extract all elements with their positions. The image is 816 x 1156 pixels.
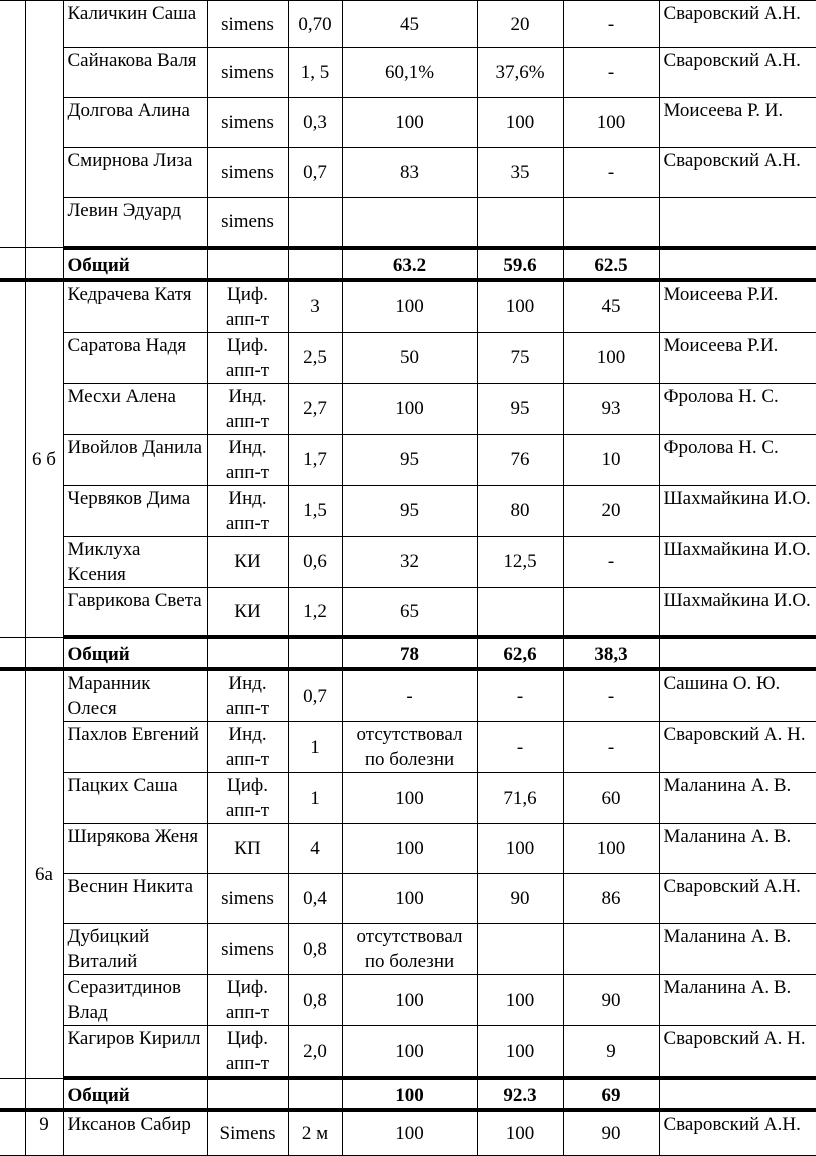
result-3-cell: - (563, 48, 659, 98)
student-name: Маранник Олеся (63, 669, 207, 722)
student-name: Ивойлов Данила (63, 434, 207, 485)
summary-result-3: 38,3 (563, 637, 659, 669)
summary-result-1: 78 (342, 637, 477, 669)
table-row (0, 1026, 816, 1079)
table-row (0, 587, 816, 637)
result-1-cell: отсутствовал по болезни (342, 722, 477, 773)
result-2-cell: 100 (477, 98, 563, 148)
hearing-loss-cell: 1, 5 (288, 48, 342, 98)
summary-class-cell (25, 1078, 63, 1110)
result-2-cell: 35 (477, 148, 563, 198)
result-3-cell (563, 924, 659, 975)
teacher-name (659, 198, 816, 248)
table-row (0, 1110, 816, 1155)
result-3-cell: 90 (563, 975, 659, 1026)
summary-empty-cell (659, 637, 816, 669)
student-name: Каличкин Саша (63, 1, 207, 48)
result-3-cell: 9 (563, 1026, 659, 1079)
table-row (0, 383, 816, 434)
summary-class-cell (25, 248, 63, 280)
table-row (0, 280, 816, 333)
table-row (0, 48, 816, 98)
result-1-cell: 100 (342, 824, 477, 874)
result-1-cell: 95 (342, 485, 477, 536)
result-1-cell: отсутствовал по болезни (342, 924, 477, 975)
equipment-cell: simens (207, 924, 288, 975)
teacher-name: Маланина А. В. (659, 975, 816, 1026)
class-cell: 6 б (25, 280, 63, 638)
teacher-name: Сваровский А.Н. (659, 874, 816, 924)
equipment-cell: КИ (207, 536, 288, 587)
equipment-cell: КИ (207, 587, 288, 637)
result-1-cell: 100 (342, 383, 477, 434)
teacher-name: Маланина А. В. (659, 924, 816, 975)
result-3-cell: 20 (563, 485, 659, 536)
hearing-loss-cell: 2,5 (288, 332, 342, 383)
equipment-cell: simens (207, 98, 288, 148)
result-1-cell: 83 (342, 148, 477, 198)
result-2-cell: 12,5 (477, 536, 563, 587)
teacher-name: Сваровский А.Н. (659, 48, 816, 98)
hearing-loss-cell: 0,70 (288, 1, 342, 48)
teacher-name: Маланина А. В. (659, 773, 816, 824)
summary-row (0, 637, 816, 669)
student-name: Ширякова Женя (63, 824, 207, 874)
summary-marker-cell (0, 248, 25, 280)
table-row (0, 485, 816, 536)
summary-empty-cell (288, 637, 342, 669)
student-name: Саратова Надя (63, 332, 207, 383)
student-name: Пахлов Евгений (63, 722, 207, 773)
summary-result-1: 63.2 (342, 248, 477, 280)
teacher-name: Моисеева Р.И. (659, 332, 816, 383)
summary-empty-cell (659, 248, 816, 280)
summary-label: Общий (63, 1078, 207, 1110)
hearing-loss-cell (288, 198, 342, 248)
table-row (0, 669, 816, 722)
result-1-cell: 100 (342, 773, 477, 824)
summary-empty-cell (207, 1078, 288, 1110)
result-3-cell (563, 198, 659, 248)
result-2-cell: 37,6% (477, 48, 563, 98)
hearing-loss-cell: 1,5 (288, 485, 342, 536)
teacher-name: Сашина О. Ю. (659, 669, 816, 722)
result-3-cell: 100 (563, 824, 659, 874)
equipment-cell: Simens (207, 1110, 288, 1155)
table-row (0, 332, 816, 383)
summary-result-2: 92.3 (477, 1078, 563, 1110)
teacher-name: Шахмайкина И.О. (659, 536, 816, 587)
student-name: Червяков Дима (63, 485, 207, 536)
result-3-cell: 93 (563, 383, 659, 434)
equipment-cell: simens (207, 874, 288, 924)
teacher-name: Моисеева Р. И. (659, 98, 816, 148)
result-2-cell: 75 (477, 332, 563, 383)
result-1-cell (342, 198, 477, 248)
table-row (0, 1, 816, 48)
row-marker-cell (0, 669, 25, 1078)
result-2-cell (477, 587, 563, 637)
student-name: Дубицкий Виталий (63, 924, 207, 975)
table-row (0, 434, 816, 485)
result-2-cell (477, 924, 563, 975)
hearing-loss-cell: 0,8 (288, 924, 342, 975)
result-2-cell: 71,6 (477, 773, 563, 824)
summary-result-3: 62.5 (563, 248, 659, 280)
student-name: Левин Эдуард (63, 198, 207, 248)
summary-result-1: 100 (342, 1078, 477, 1110)
table-row (0, 148, 816, 198)
class-cell: 6а (25, 669, 63, 1078)
equipment-cell: Инд. апп-т (207, 485, 288, 536)
result-1-cell: 100 (342, 98, 477, 148)
result-2-cell: 95 (477, 383, 563, 434)
hearing-loss-cell: 0,6 (288, 536, 342, 587)
result-1-cell: 60,1% (342, 48, 477, 98)
teacher-name: Моисеева Р.И. (659, 280, 816, 333)
summary-marker-cell (0, 637, 25, 669)
equipment-cell: simens (207, 148, 288, 198)
hearing-loss-cell: 0,8 (288, 975, 342, 1026)
result-3-cell: - (563, 722, 659, 773)
result-2-cell: 100 (477, 1110, 563, 1155)
result-1-cell: 100 (342, 874, 477, 924)
result-1-cell: 32 (342, 536, 477, 587)
equipment-cell: Инд. апп-т (207, 722, 288, 773)
result-3-cell: 100 (563, 332, 659, 383)
result-3-cell: 10 (563, 434, 659, 485)
hearing-loss-cell: 1,2 (288, 587, 342, 637)
student-name: Смирнова Лиза (63, 148, 207, 198)
result-1-cell: 95 (342, 434, 477, 485)
student-name: Веснин Никита (63, 874, 207, 924)
teacher-name: Шахмайкина И.О. (659, 485, 816, 536)
result-1-cell: 100 (342, 975, 477, 1026)
result-2-cell: 20 (477, 1, 563, 48)
summary-result-2: 62,6 (477, 637, 563, 669)
hearing-loss-cell: 2,0 (288, 1026, 342, 1079)
summary-class-cell (25, 637, 63, 669)
class-cell (25, 1, 63, 248)
result-3-cell: 86 (563, 874, 659, 924)
result-3-cell (563, 587, 659, 637)
student-name: Кагиров Кирилл (63, 1026, 207, 1079)
teacher-name: Сваровский А.Н. (659, 1, 816, 48)
hearing-loss-cell: 2,7 (288, 383, 342, 434)
teacher-name: Сваровский А.Н. (659, 1110, 816, 1155)
result-2-cell: - (477, 669, 563, 722)
result-3-cell: 60 (563, 773, 659, 824)
summary-empty-cell (288, 1078, 342, 1110)
result-2-cell: - (477, 722, 563, 773)
student-name: Кедрачева Катя (63, 280, 207, 333)
equipment-cell: simens (207, 1, 288, 48)
hearing-loss-cell: 1 (288, 773, 342, 824)
equipment-cell: Инд. апп-т (207, 383, 288, 434)
row-marker-cell (0, 1, 25, 248)
hearing-loss-cell: 0,3 (288, 98, 342, 148)
summary-empty-cell (288, 248, 342, 280)
result-2-cell: 100 (477, 824, 563, 874)
result-3-cell: 100 (563, 98, 659, 148)
table-row (0, 924, 816, 975)
teacher-name: Сваровский А. Н. (659, 722, 816, 773)
equipment-cell: Циф. апп-т (207, 280, 288, 333)
hearing-loss-cell: 0,4 (288, 874, 342, 924)
result-2-cell: 100 (477, 280, 563, 333)
equipment-cell: КП (207, 824, 288, 874)
equipment-cell: simens (207, 48, 288, 98)
summary-result-2: 59.6 (477, 248, 563, 280)
result-1-cell: 100 (342, 1026, 477, 1079)
result-2-cell: 100 (477, 975, 563, 1026)
result-1-cell: 45 (342, 1, 477, 48)
summary-label: Общий (63, 637, 207, 669)
result-1-cell: 65 (342, 587, 477, 637)
hearing-loss-cell: 1 (288, 722, 342, 773)
teacher-name: Фролова Н. С. (659, 434, 816, 485)
table-row (0, 975, 816, 1026)
equipment-cell: Циф. апп-т (207, 773, 288, 824)
table-row (0, 874, 816, 924)
result-3-cell: - (563, 148, 659, 198)
hearing-loss-cell: 2 м (288, 1110, 342, 1155)
table-row (0, 198, 816, 248)
student-name: Серазитдинов Влад (63, 975, 207, 1026)
result-1-cell: 100 (342, 280, 477, 333)
equipment-cell: Инд. апп-т (207, 669, 288, 722)
student-name: Гаврикова Света (63, 587, 207, 637)
hearing-loss-cell: 4 (288, 824, 342, 874)
teacher-name: Сваровский А.Н. (659, 148, 816, 198)
summary-empty-cell (659, 1078, 816, 1110)
result-2-cell: 100 (477, 1026, 563, 1079)
table-row (0, 536, 816, 587)
result-2-cell: 76 (477, 434, 563, 485)
class-cell: 9 (25, 1110, 63, 1155)
summary-empty-cell (207, 637, 288, 669)
summary-result-3: 69 (563, 1078, 659, 1110)
hearing-loss-cell: 3 (288, 280, 342, 333)
result-2-cell: 80 (477, 485, 563, 536)
student-name: Месхи Алена (63, 383, 207, 434)
hearing-loss-cell: 0,7 (288, 148, 342, 198)
student-name: Сайнакова Валя (63, 48, 207, 98)
teacher-name: Сваровский А. Н. (659, 1026, 816, 1079)
table-row (0, 773, 816, 824)
equipment-cell: simens (207, 198, 288, 248)
table-row (0, 824, 816, 874)
table-row (0, 98, 816, 148)
student-name: Иксанов Сабир (63, 1110, 207, 1155)
student-name: Пацких Саша (63, 773, 207, 824)
summary-row (0, 248, 816, 280)
table-body (0, 1, 816, 1156)
teacher-name: Маланина А. В. (659, 824, 816, 874)
equipment-cell: Циф. апп-т (207, 975, 288, 1026)
result-1-cell: 100 (342, 1110, 477, 1155)
row-marker-cell (0, 280, 25, 638)
table-row (0, 722, 816, 773)
result-2-cell (477, 198, 563, 248)
teacher-name: Шахмайкина И.О. (659, 587, 816, 637)
summary-row (0, 1078, 816, 1110)
student-name: Миклуха Ксения (63, 536, 207, 587)
result-2-cell: 90 (477, 874, 563, 924)
summary-label: Общий (63, 248, 207, 280)
hearing-loss-cell: 1,7 (288, 434, 342, 485)
result-3-cell: 45 (563, 280, 659, 333)
result-1-cell: - (342, 669, 477, 722)
equipment-cell: Инд. апп-т (207, 434, 288, 485)
result-3-cell: 90 (563, 1110, 659, 1155)
teacher-name: Фролова Н. С. (659, 383, 816, 434)
summary-marker-cell (0, 1078, 25, 1110)
hearing-loss-cell: 0,7 (288, 669, 342, 722)
equipment-cell: Циф. апп-т (207, 332, 288, 383)
row-marker-cell (0, 1110, 25, 1155)
result-1-cell: 50 (342, 332, 477, 383)
equipment-cell: Циф. апп-т (207, 1026, 288, 1079)
result-3-cell: - (563, 1, 659, 48)
summary-empty-cell (207, 248, 288, 280)
result-3-cell: - (563, 669, 659, 722)
result-3-cell: - (563, 536, 659, 587)
student-name: Долгова Алина (63, 98, 207, 148)
